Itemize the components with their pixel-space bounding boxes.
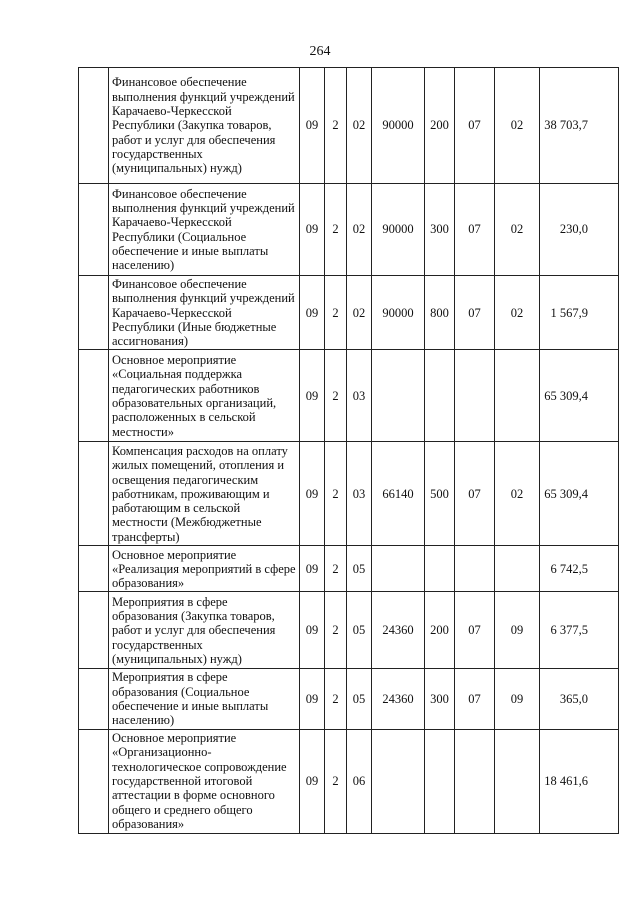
direction-code: 90000 <box>372 68 425 184</box>
amount: 365,0 <box>540 669 619 729</box>
section-code: 07 <box>455 68 495 184</box>
blank-cell <box>79 68 109 184</box>
program-code: 09 <box>300 669 325 729</box>
expense-type-code <box>425 350 455 442</box>
expense-name: Мероприятия в сфере образования (Закупка товаров, работ и услуг для обеспечения государственных (муниципальных) нужд) <box>109 592 300 669</box>
main-event-code: 05 <box>347 592 372 669</box>
main-event-code: 03 <box>347 442 372 546</box>
program-code: 09 <box>300 442 325 546</box>
page-number: 264 <box>309 44 331 59</box>
blank-cell <box>79 276 109 350</box>
expense-name: Компенсация расходов на оплату жилых помещений, отопления и освещения педагогическим работникам, проживающим и работающим в сельской местности (Межбюджетные трансферты) <box>109 442 300 546</box>
expense-type-code: 300 <box>425 184 455 276</box>
amount: 65 309,4 <box>540 350 619 442</box>
subsection-code <box>495 729 540 833</box>
section-code: 07 <box>455 442 495 546</box>
blank-cell <box>79 546 109 592</box>
expense-type-code: 500 <box>425 442 455 546</box>
subsection-code: 02 <box>495 68 540 184</box>
direction-code: 66140 <box>372 442 425 546</box>
table-row <box>79 276 619 350</box>
section-code <box>455 546 495 592</box>
subsection-code: 09 <box>495 669 540 729</box>
expense-name: Основное мероприятие «Социальная поддержка педагогических работников образовательных организаций, расположенных в сельской местности» <box>109 350 300 442</box>
subsection-code <box>495 546 540 592</box>
table-row <box>79 68 619 184</box>
subprogram-code: 2 <box>325 669 347 729</box>
main-event-code: 02 <box>347 276 372 350</box>
table-row <box>79 350 619 442</box>
section-code: 07 <box>455 276 495 350</box>
subprogram-code: 2 <box>325 68 347 184</box>
blank-cell <box>79 592 109 669</box>
direction-code: 24360 <box>372 592 425 669</box>
direction-code <box>372 350 425 442</box>
main-event-code: 02 <box>347 68 372 184</box>
subsection-code: 02 <box>495 276 540 350</box>
expense-name: Мероприятия в сфере образования (Социальное обеспечение и иные выплаты населению) <box>109 669 300 729</box>
program-code: 09 <box>300 184 325 276</box>
amount: 6 742,5 <box>540 546 619 592</box>
section-code <box>455 350 495 442</box>
expense-name: Финансовое обеспечение выполнения функций учреждений Карачаево-Черкесской Республики (Закупка товаров, работ и услуг для обеспечения государственных (муниципальных) нужд) <box>109 68 300 184</box>
table-row <box>79 592 619 669</box>
subsection-code: 02 <box>495 442 540 546</box>
subprogram-code: 2 <box>325 592 347 669</box>
expense-type-code: 200 <box>425 592 455 669</box>
section-code: 07 <box>455 592 495 669</box>
expense-name: Основное мероприятие «Организационно-технологическое сопровождение государственной итоговой аттестации в форме основного общего и среднего общего образования» <box>109 729 300 833</box>
amount: 38 703,7 <box>540 68 619 184</box>
program-code: 09 <box>300 68 325 184</box>
subsection-code <box>495 350 540 442</box>
main-event-code: 02 <box>347 184 372 276</box>
subprogram-code: 2 <box>325 729 347 833</box>
table-row <box>79 729 619 833</box>
subsection-code: 02 <box>495 184 540 276</box>
expense-type-code: 300 <box>425 669 455 729</box>
blank-cell <box>79 350 109 442</box>
main-event-code: 05 <box>347 669 372 729</box>
program-code: 09 <box>300 350 325 442</box>
expense-name: Финансовое обеспечение выполнения функций учреждений Карачаево-Черкесской Республики (Социальное обеспечение и иные выплаты населению) <box>109 184 300 276</box>
direction-code <box>372 546 425 592</box>
table-row <box>79 546 619 592</box>
program-code: 09 <box>300 592 325 669</box>
amount: 18 461,6 <box>540 729 619 833</box>
table-row <box>79 442 619 546</box>
amount: 6 377,5 <box>540 592 619 669</box>
blank-cell <box>79 669 109 729</box>
direction-code <box>372 729 425 833</box>
direction-code: 90000 <box>372 276 425 350</box>
blank-cell <box>79 184 109 276</box>
program-code: 09 <box>300 276 325 350</box>
table-row <box>79 669 619 729</box>
section-code <box>455 729 495 833</box>
expense-type-code <box>425 546 455 592</box>
subprogram-code: 2 <box>325 276 347 350</box>
main-event-code: 06 <box>347 729 372 833</box>
program-code: 09 <box>300 729 325 833</box>
direction-code: 90000 <box>372 184 425 276</box>
amount: 230,0 <box>540 184 619 276</box>
expense-type-code <box>425 729 455 833</box>
subprogram-code: 2 <box>325 184 347 276</box>
section-code: 07 <box>455 184 495 276</box>
subsection-code: 09 <box>495 592 540 669</box>
subprogram-code: 2 <box>325 442 347 546</box>
expense-type-code: 200 <box>425 68 455 184</box>
expense-type-code: 800 <box>425 276 455 350</box>
amount: 65 309,4 <box>540 442 619 546</box>
blank-cell <box>79 729 109 833</box>
main-event-code: 03 <box>347 350 372 442</box>
main-event-code: 05 <box>347 546 372 592</box>
blank-cell <box>79 442 109 546</box>
expense-name: Финансовое обеспечение выполнения функций учреждений Карачаево-Черкесской Республики (Иные бюджетные ассигнования) <box>109 276 300 350</box>
subprogram-code: 2 <box>325 546 347 592</box>
amount: 1 567,9 <box>540 276 619 350</box>
program-code: 09 <box>300 546 325 592</box>
table-row <box>79 184 619 276</box>
direction-code: 24360 <box>372 669 425 729</box>
expense-name: Основное мероприятие «Реализация мероприятий в сфере образования» <box>109 546 300 592</box>
subprogram-code: 2 <box>325 350 347 442</box>
budget-table <box>78 67 619 834</box>
section-code: 07 <box>455 669 495 729</box>
